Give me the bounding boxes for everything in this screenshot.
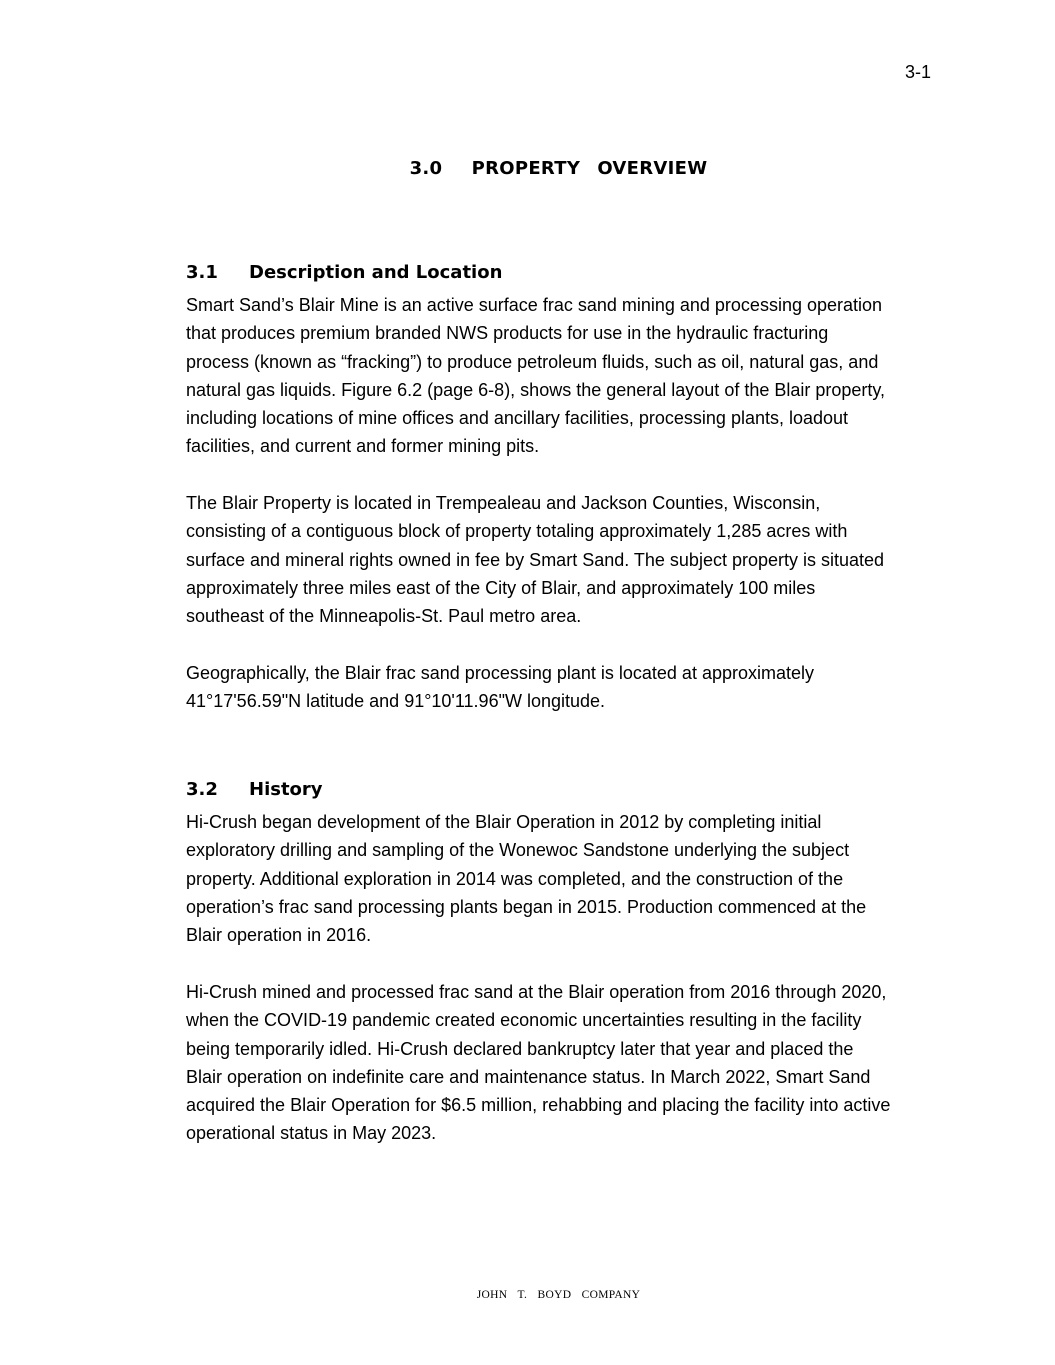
text-line: being temporarily idled. Hi-Crush declared bankruptcy later that year and placed the bbox=[186, 1038, 854, 1059]
text-line: acquired the Blair Operation for $6.5 million, rehabbing and placing the facility into active bbox=[186, 1095, 891, 1116]
text-line: approximately three miles east of the City of Blair, and approximately 100 miles bbox=[186, 577, 816, 598]
text-line: facilities, and current and former mining pits. bbox=[186, 436, 540, 457]
text-line: Geographically, the Blair frac sand processing plant is located at approximately bbox=[186, 663, 814, 683]
paragraph-location bbox=[186, 489, 946, 630]
section-title: Description and Location bbox=[249, 262, 503, 283]
paragraph-description bbox=[186, 291, 946, 461]
footer-company-name: JOHN T. BOYD COMPANY bbox=[476, 1289, 641, 1301]
text-line: process (known as “fracking”) to produce petroleum fluids, such as oil, natural gas, and bbox=[186, 351, 879, 372]
text-line: 41°17'56.59"N latitude and 91°10'11.96"W longitude. bbox=[186, 691, 606, 712]
section-heading-history bbox=[186, 779, 323, 800]
section-heading-description-location bbox=[186, 262, 502, 283]
text-line: southeast of the Minneapolis-St. Paul metro area. bbox=[186, 606, 582, 627]
text-line: natural gas liquids. Figure 6.2 (page 6-8), shows the general layout of the Blair property, bbox=[186, 379, 886, 400]
text-line: operation’s frac sand processing plants began in 2015. Production commenced at the bbox=[186, 896, 867, 917]
text-line: including locations of mine offices and ancillary facilities, processing plants, loadout bbox=[186, 408, 849, 429]
text-line: exploratory drilling and sampling of the Wonewoc Sandstone underlying the subject bbox=[186, 840, 850, 861]
section-number: 3.2 bbox=[186, 779, 218, 800]
chapter-title bbox=[0, 158, 1055, 179]
text-line: consisting of a contiguous block of property totaling approximately 1,285 acres with bbox=[186, 521, 848, 542]
section-number: 3.1 bbox=[186, 262, 218, 283]
text-line: Blair operation on indefinite care and maintenance status. In March 2022, Smart Sand bbox=[186, 1066, 871, 1087]
section-title: History bbox=[249, 779, 323, 800]
text-line: property. Additional exploration in 2014 was completed, and the construction of the bbox=[186, 868, 844, 889]
text-line: Blair operation in 2016. bbox=[186, 925, 372, 946]
text-line: that produces premium branded NWS products for use in the hydraulic fracturing bbox=[186, 323, 829, 344]
paragraph-history-development bbox=[186, 808, 946, 949]
page-number: 3-1 bbox=[904, 62, 931, 82]
text-line: operational status in May 2023. bbox=[186, 1123, 437, 1144]
text-line: Smart Sand’s Blair Mine is an active surface frac sand mining and processing operation bbox=[186, 295, 883, 315]
chapter-title-text: PROPERTY OVERVIEW bbox=[471, 158, 708, 179]
text-line: The Blair Property is located in Trempealeau and Jackson Counties, Wisconsin, bbox=[186, 493, 821, 513]
text-line: when the COVID-19 pandemic created economic uncertainties resulting in the facility bbox=[186, 1010, 862, 1031]
paragraph-coordinates bbox=[186, 659, 946, 716]
paragraph-history-operations bbox=[186, 978, 946, 1148]
text-line: Hi-Crush began development of the Blair Operation in 2012 by completing initial bbox=[186, 812, 822, 832]
text-line: Hi-Crush mined and processed frac sand at the Blair operation from 2016 through 2020, bbox=[186, 982, 887, 1002]
chapter-number: 3.0 bbox=[409, 158, 443, 179]
text-line: surface and mineral rights owned in fee by Smart Sand. The subject property is situated bbox=[186, 549, 885, 570]
